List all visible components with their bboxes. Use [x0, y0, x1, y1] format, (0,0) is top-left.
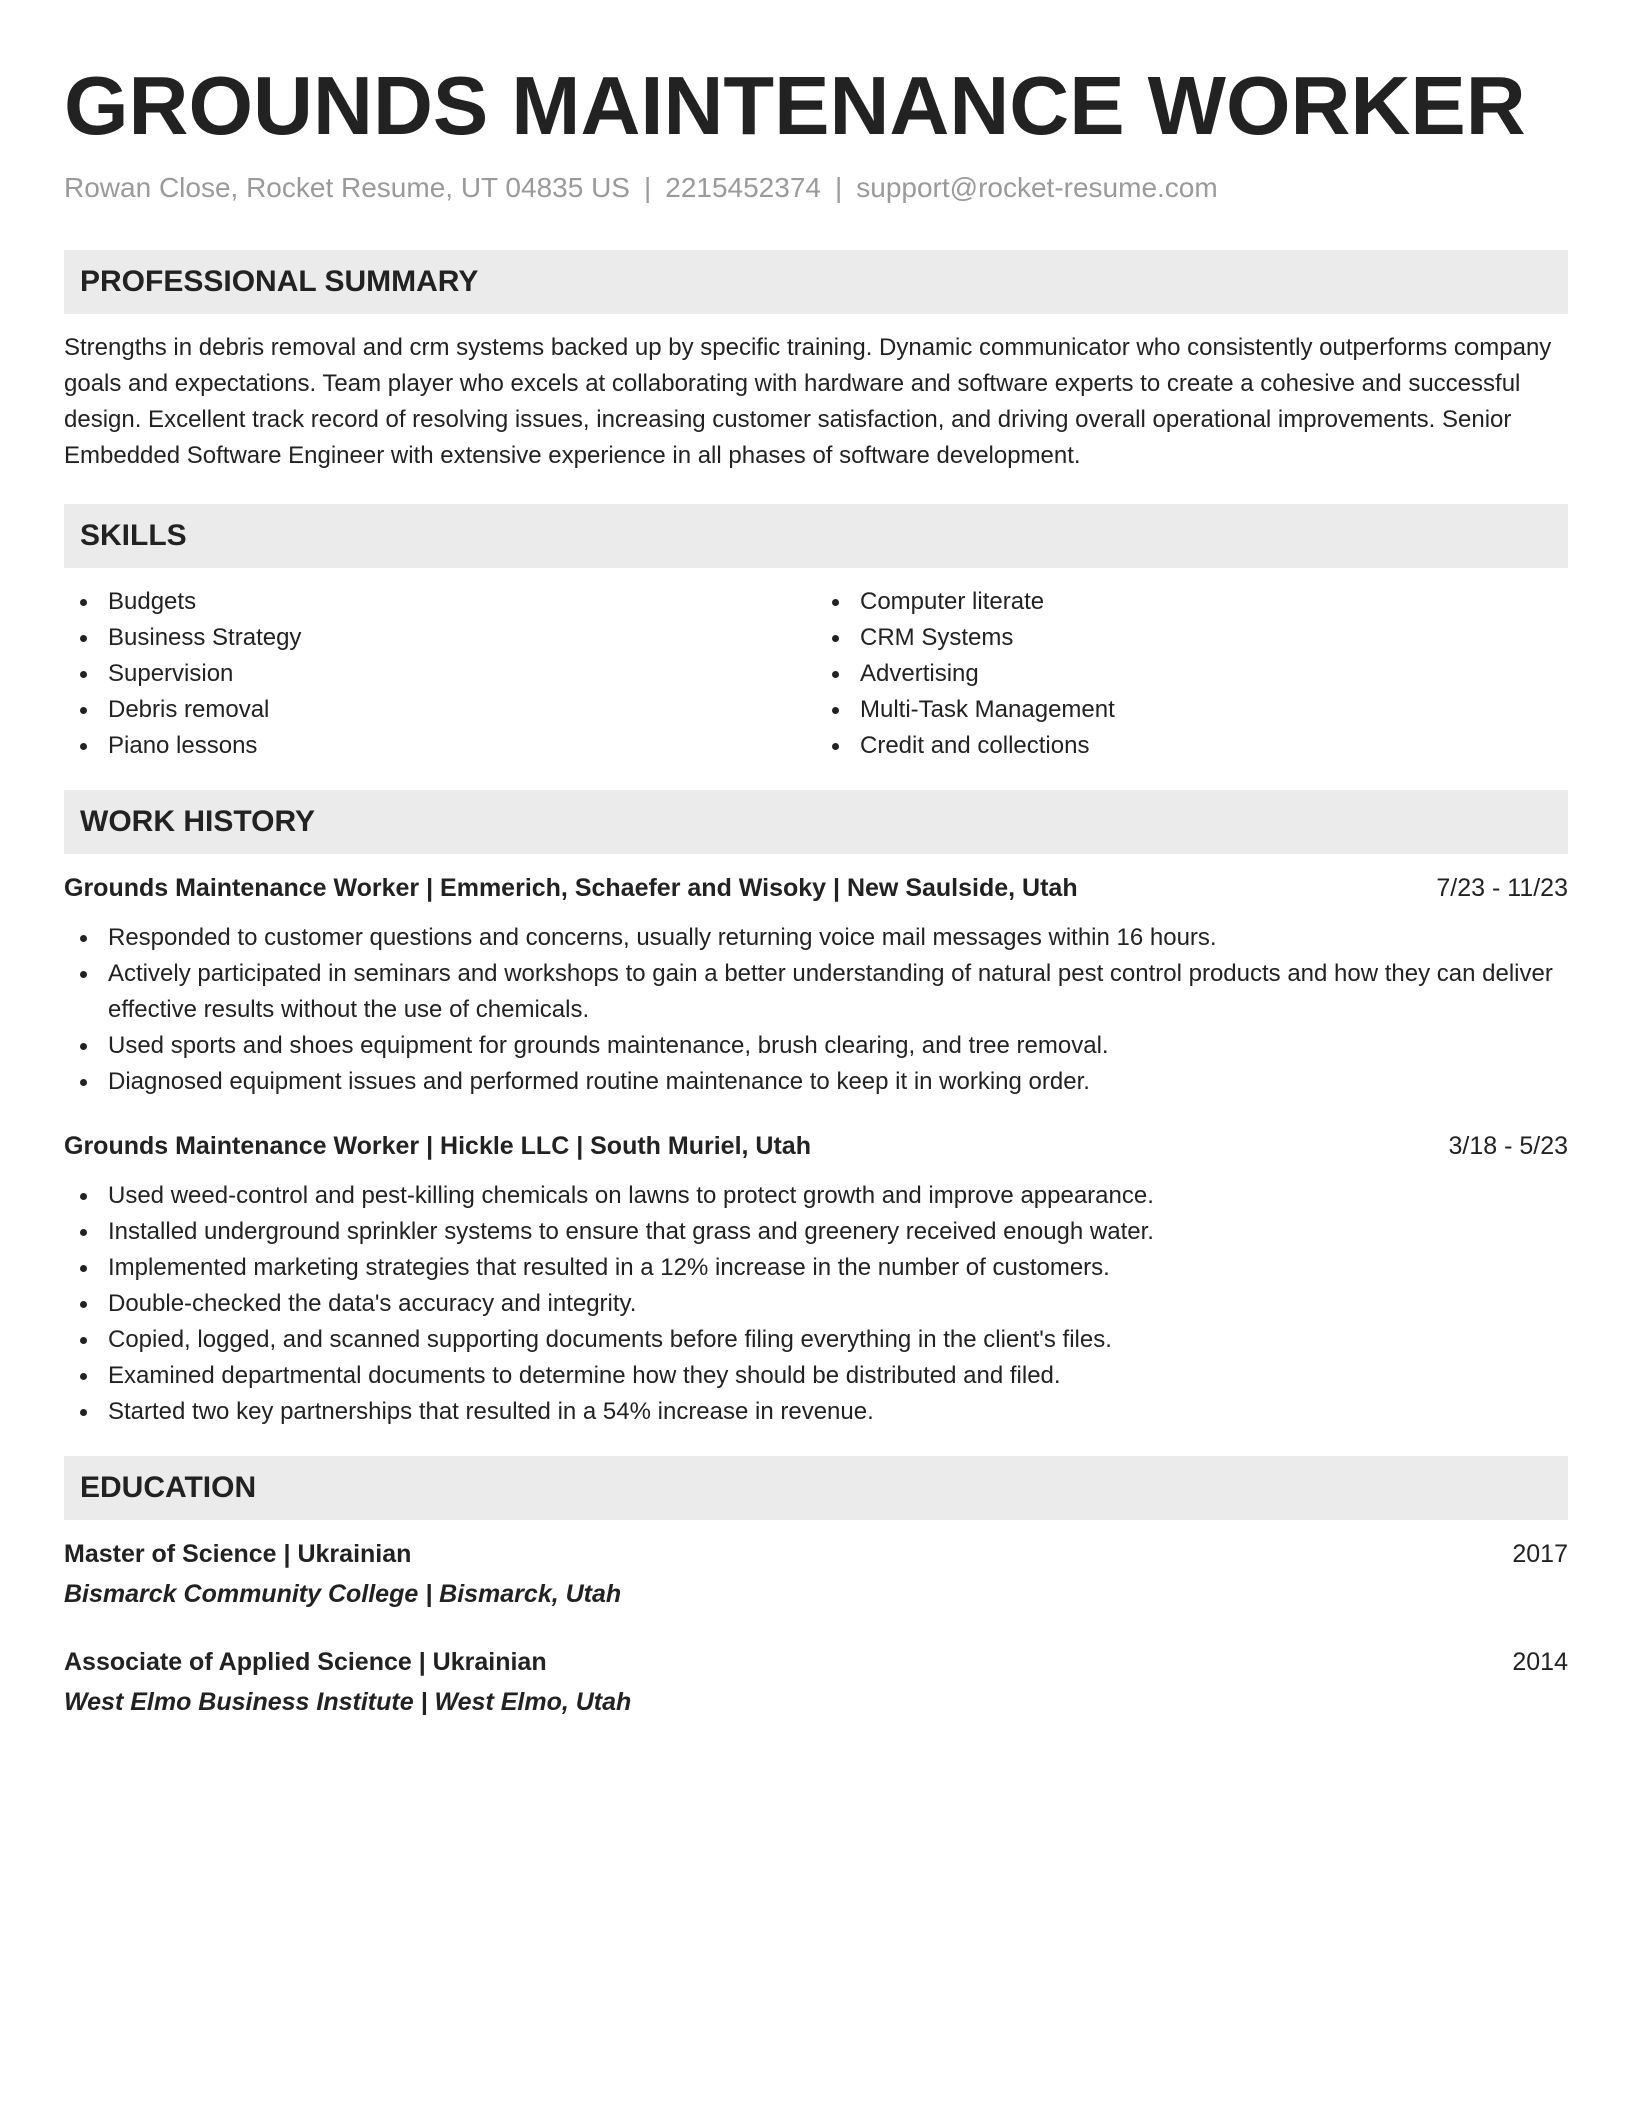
skill-item: Credit and collections [860, 728, 1568, 764]
education-degree: Master of Science | Ukrainian [64, 1540, 412, 1568]
education-school: Bismarck Community College | Bismarck, Utah [64, 1580, 622, 1608]
education-section [64, 1456, 1568, 1720]
job-bullet: Used weed-control and pest-killing chemicals on lawns to protect growth and improve appearance. [108, 1178, 1568, 1214]
summary-text: Strengths in debris removal and crm systems backed up by specific training. Dynamic communicator who consistently outperforms company goals and expectations. Team player who excels at collaborating with hardware and software experts to create a cohesive and successful design. Excellent track record of resolving issues, increasing customer satisfaction, and driving overall operational improvements. Senior Embedded Software Engineer with extensive experience in all phases of software development. [64, 334, 1552, 469]
job-header [64, 870, 1568, 906]
job-bullet: Double-checked the data's accuracy and integrity. [108, 1286, 1568, 1322]
skill-item: CRM Systems [860, 620, 1568, 656]
skill-item: Business Strategy [108, 620, 816, 656]
job-bullet: Copied, logged, and scanned supporting documents before filing everything in the client's files. [108, 1322, 1568, 1358]
education-entry [64, 1536, 1568, 1612]
skill-item: Computer literate [860, 584, 1568, 620]
job-date: 3/18 - 5/23 [1448, 1132, 1568, 1160]
summary-heading: PROFESSIONAL SUMMARY [64, 250, 1568, 314]
skill-item: Supervision [108, 656, 816, 692]
job-title: Grounds Maintenance Worker | Hickle LLC | South Muriel, Utah [64, 1132, 811, 1160]
job-bullet: Installed underground sprinkler systems to ensure that grass and greenery received enough water. [108, 1214, 1568, 1250]
contact-line [64, 170, 1568, 206]
job-bullet: Implemented marketing strategies that resulted in a 12% increase in the number of customers. [108, 1250, 1568, 1286]
skills-heading: SKILLS [64, 504, 1568, 568]
education-school: West Elmo Business Institute | West Elmo, Utah [64, 1688, 632, 1716]
summary-section [64, 250, 1568, 474]
education-degree: Associate of Applied Science | Ukrainian [64, 1648, 547, 1676]
job-bullets [64, 920, 1568, 1100]
contact-separator: | [834, 172, 843, 203]
job-title: Grounds Maintenance Worker | Emmerich, Schaefer and Wisoky | New Saulside, Utah [64, 874, 1078, 902]
contact-phone: 2215452374 [665, 172, 821, 203]
job-bullet: Examined departmental documents to determine how they should be distributed and filed. [108, 1358, 1568, 1394]
skill-item: Debris removal [108, 692, 816, 728]
work-history-heading: WORK HISTORY [64, 790, 1568, 854]
job-entry [64, 870, 1568, 1100]
skills-section [64, 504, 1568, 764]
skill-item: Advertising [860, 656, 1568, 692]
education-year: 2014 [1512, 1648, 1568, 1676]
work-history-section [64, 790, 1568, 1430]
job-bullet: Responded to customer questions and concerns, usually returning voice mail messages within 16 hours. [108, 920, 1568, 956]
skills-list [64, 584, 1568, 764]
candidate-name: GROUNDS MAINTENANCE WORKER [64, 59, 1526, 152]
job-header [64, 1128, 1568, 1164]
contact-email: support@rocket-resume.com [856, 172, 1218, 203]
job-date: 7/23 - 11/23 [1436, 874, 1568, 902]
skills-column-right [816, 584, 1568, 764]
education-year: 2017 [1512, 1540, 1568, 1568]
contact-separator: | [643, 172, 652, 203]
contact-address: Rowan Close, Rocket Resume, UT 04835 US [64, 172, 630, 203]
job-bullet: Actively participated in seminars and workshops to gain a better understanding of natural pest control products and how they can deliver effective results without the use of chemicals. [108, 956, 1568, 1028]
education-heading: EDUCATION [64, 1456, 1568, 1520]
skill-item: Piano lessons [108, 728, 816, 764]
skill-item: Multi-Task Management [860, 692, 1568, 728]
job-bullets [64, 1178, 1568, 1430]
job-bullet: Started two key partnerships that resulted in a 54% increase in revenue. [108, 1394, 1568, 1430]
job-entry [64, 1128, 1568, 1430]
skill-item: Budgets [108, 584, 816, 620]
job-bullet: Diagnosed equipment issues and performed routine maintenance to keep it in working order. [108, 1064, 1568, 1100]
education-header [64, 1536, 1568, 1572]
education-header [64, 1644, 1568, 1680]
education-entry [64, 1644, 1568, 1720]
job-bullet: Used sports and shoes equipment for grounds maintenance, brush clearing, and tree removal. [108, 1028, 1568, 1064]
skills-column-left [64, 584, 816, 764]
